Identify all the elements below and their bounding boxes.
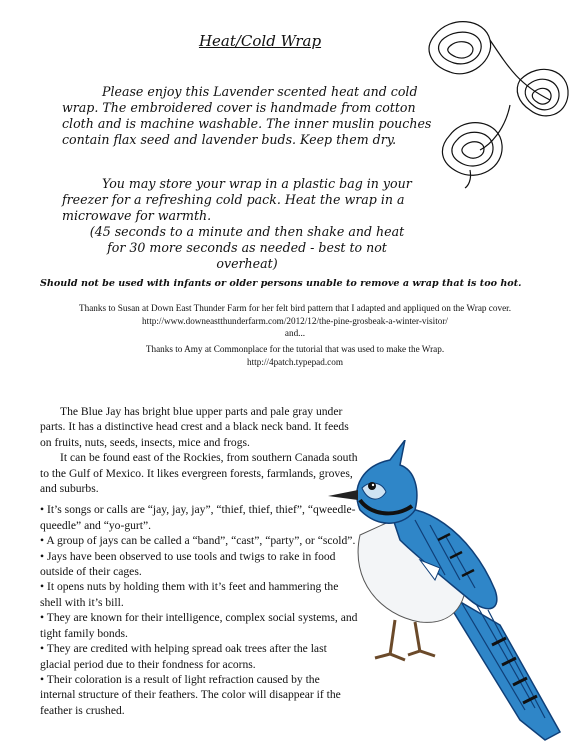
lavender-leaves-illustration: [410, 10, 575, 190]
jay-paragraph-1: The Blue Jay has bright blue upper parts and pale gray under parts. It has a distinctive head crest and a black neck band. It feeds on fruits, nuts, seeds, insects, mice and frogs.: [40, 405, 349, 449]
intro-paragraph: [62, 84, 432, 148]
blue-jay-illustration: [320, 440, 575, 745]
list-item: • They are credited with helping spread oak trees after the last glacial period due to their fondness for acorns.: [40, 641, 358, 672]
credit-line-2: Thanks to Amy at Commonplace for the tutorial that was used to make the Wrap.: [145, 344, 445, 354]
jay-facts-list: [40, 502, 358, 718]
list-item: • Jays have been observed to use tools and twigs to rake in food outside of their cages.: [40, 549, 358, 580]
credit-and: and...: [284, 328, 306, 338]
list-item: • A group of jays can be called a “band”, “cast”, “party”, or “scold”.: [40, 533, 358, 548]
page-title: Heat/Cold Wrap: [198, 32, 322, 50]
jay-paragraph-2: It can be found east of the Rockies, from southern Canada south to the Gulf of Mexico. It likes evergreen forests, farmlands, groves, and suburbs.: [40, 451, 358, 496]
list-item: • Their coloration is a result of light refraction caused by the internal structure of their feathers. The color will disappear if the feather is crushed.: [40, 672, 358, 718]
credits-block-1: [40, 302, 550, 340]
safety-warning: Should not be used with infants or older persons unable to remove a wrap that is too hot.: [40, 278, 522, 289]
credit-line-1: Thanks to Susan at Down East Thunder Farm for her felt bird pattern that I adapted and appliqued on the Wrap cover.: [79, 303, 511, 313]
blue-jay-section: [40, 404, 358, 718]
microwave-note: (45 seconds to a minute and then shake and heat for 30 more seconds as needed - best to not overheat): [89, 224, 405, 271]
credit-link-2[interactable]: http://4patch.typepad.com: [247, 356, 343, 367]
list-item: • It opens nuts by holding them with it’s feet and hammering the shell with it’s bill.: [40, 579, 358, 610]
intro-text: Please enjoy this Lavender scented heat and cold wrap. The embroidered cover is handmade from cotton cloth and is machine washable. The inner muslin pouches contain flax seed and lavender buds. Keep them dry.: [62, 84, 432, 147]
list-item: • It’s songs or calls are “jay, jay, jay”, “thief, thief, thief”, “qweedle-queedle” and “yo-gurt”.: [40, 502, 358, 533]
credit-link-1[interactable]: http://www.downeastthunderfarm.com/2012/12/the-pine-grosbeak-a-winter-visitor/: [142, 315, 448, 326]
storage-text: You may store your wrap in a plastic bag in your freezer for a refreshing cold pack. Heat the wrap in a microwave for warmth.: [62, 176, 412, 223]
storage-paragraph: [62, 176, 442, 224]
list-item: • They are known for their intelligence, complex social systems, and tight family bonds.: [40, 610, 358, 641]
credits-block-2: [40, 343, 550, 368]
